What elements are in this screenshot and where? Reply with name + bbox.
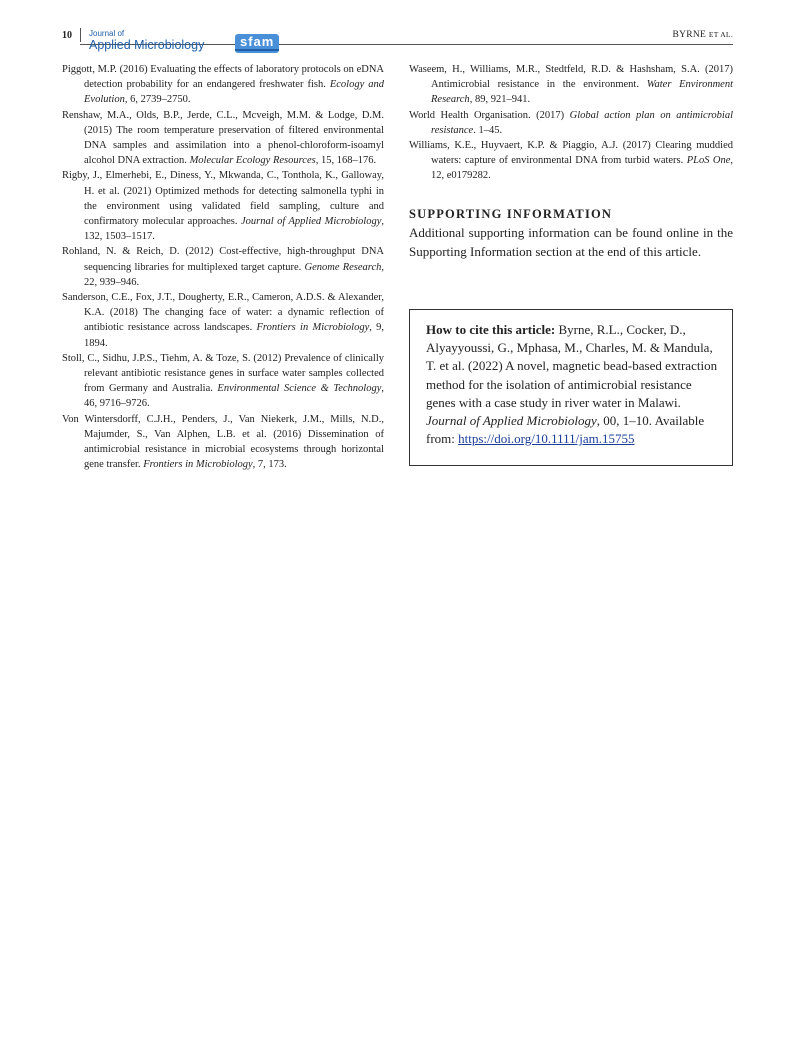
reference-item: Von Wintersdorff, C.J.H., Penders, J., Van Niekerk, J.M., Mills, N.D., Majumder, S., Van Alphen, L.B. et al. (2016) Dissemination of antimicrobial resistance in microbial ecosystems through horizontal gene transfer. Frontiers in Microbiology, 7, 173. xyxy=(62,413,384,471)
references-right-column xyxy=(409,62,733,184)
references-left-column xyxy=(62,62,384,472)
header-divider xyxy=(80,28,81,42)
reference-item: World Health Organisation. (2017) Global action plan on antimicrobial resistance. 1–45. xyxy=(409,109,733,136)
page-number: 10 xyxy=(62,30,72,41)
journal-logo xyxy=(89,30,314,54)
doi-link[interactable]: https://doi.org/10.1111/jam.15755 xyxy=(458,431,635,447)
how-to-cite-box xyxy=(409,309,733,466)
reference-item: Renshaw, M.A., Olds, B.P., Jerde, C.L., Mcveigh, M.M. & Lodge, D.M. (2015) The room temperature preservation of filtered environmental DNA samples and assimilation into a phenol-chloroform-isoamyl alcohol DNA extraction. Molecular Ecology Resources, 15, 168–176. xyxy=(62,109,384,167)
sfam-logo-text: sfam xyxy=(240,34,275,49)
running-head: BYRNE ET AL. xyxy=(672,30,733,40)
citation-text: How to cite this article: Byrne, R.L., Cocker, D., Alyayyoussi, G., Mphasa, M., Charles, M. & Mandula, T. et al. (2022) A novel, magnetic bead-based extraction method for the isolation of antimicrobial resistance genes with a case study in river water in Malawi. Journal of Applied Microbiology, 00, 1–10. Available from: https://doi.org/10.1111/jam.15755 xyxy=(426,322,718,447)
reference-item: Piggott, M.P. (2016) Evaluating the effects of laboratory protocols on eDNA detection probability for an endangered freshwater fish. Ecology and Evolution, 6, 2739–2750. xyxy=(62,64,384,106)
reference-item: Waseem, H., Williams, M.R., Stedtfeld, R.D. & Hashsham, S.A. (2017) Antimicrobial resistance in the environment. Water Environment Research, 89, 921–941. xyxy=(409,64,733,106)
supporting-information-text: Additional supporting information can be found online in the Supporting Information section at the end of this article. xyxy=(409,225,733,259)
reference-item: Sanderson, C.E., Fox, J.T., Dougherty, E.R., Cameron, A.D.S. & Alexander, K.A. (2018) The changing face of water: a dynamic reflection of antibiotic resistance across landscapes. Frontiers in Microbiology, 9, 1894. xyxy=(62,292,385,349)
reference-item: Stoll, C., Sidhu, J.P.S., Tiehm, A. & Toze, S. (2012) Prevalence of clinically relevant antibiotic resistance genes in surface water samples collected from Germany and Australia. Environmental Science & Technology, 46, 9716–9726. xyxy=(62,352,384,410)
reference-item: Williams, K.E., Huyvaert, K.P. & Piaggio, A.J. (2017) Clearing muddied waters: capture of environmental DNA from turbid waters. PLoS One, 12, e0179282. xyxy=(409,140,733,182)
reference-item: Rigby, J., Elmerhebi, E., Diness, Y., Mkwanda, C., Tonthola, K., Galloway, H. et al. (2021) Optimized methods for detecting salmonella typhi in the environment using validated field sampling, culture and confirmatory molecular approaches. Journal of Applied Microbiology, 132, 1503–1517. xyxy=(62,170,384,243)
page-header xyxy=(62,28,733,54)
sfam-logo-badge xyxy=(235,34,279,53)
reference-item: Rohland, N. & Reich, D. (2012) Cost-effective, high-throughput DNA sequencing libraries for multiplexed target capture. Genome Research, 22, 939–946. xyxy=(62,246,384,288)
journal-logo-small-text: Journal of xyxy=(89,29,125,38)
citation-label: How to cite this article: xyxy=(426,322,556,337)
journal-logo-name: Applied Microbiology xyxy=(89,38,205,52)
supporting-information-heading: SUPPORTING INFORMATION xyxy=(409,207,613,221)
